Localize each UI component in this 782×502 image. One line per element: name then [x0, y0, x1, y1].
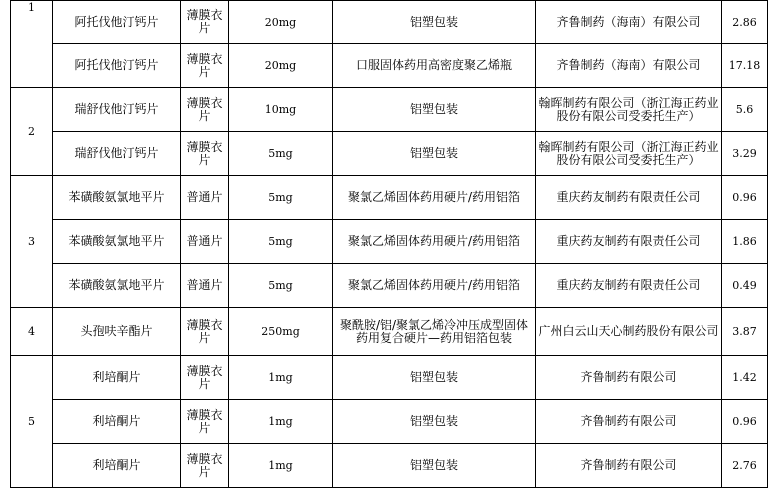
dosage-form-cell: 普通片 — [181, 220, 229, 264]
drug-price-table — [10, 0, 768, 488]
manufacturer-cell: 齐鲁制药（海南）有限公司 — [536, 1, 722, 44]
drug-name-cell: 利培酮片 — [53, 356, 181, 400]
group-number-cell: 1 — [11, 1, 53, 88]
packaging-cell: 铝塑包装 — [333, 1, 536, 44]
specification-cell: 20mg — [229, 1, 333, 44]
drug-name-cell: 苯磺酸氨氯地平片 — [53, 176, 181, 220]
specification-cell: 5mg — [229, 220, 333, 264]
table-row — [11, 132, 768, 176]
packaging-cell: 铝塑包装 — [333, 444, 536, 488]
dosage-form-cell: 薄膜衣片 — [181, 400, 229, 444]
manufacturer-cell: 重庆药友制药有限责任公司 — [536, 176, 722, 220]
specification-cell: 1mg — [229, 400, 333, 444]
table-body — [11, 1, 768, 488]
drug-name-cell: 瑞舒伐他汀钙片 — [53, 132, 181, 176]
manufacturer-cell: 重庆药友制药有限责任公司 — [536, 264, 722, 308]
table-row — [11, 356, 768, 400]
dosage-form-cell: 薄膜衣片 — [181, 444, 229, 488]
manufacturer-cell: 广州白云山天心制药股份有限公司 — [536, 308, 722, 356]
drug-name-cell: 利培酮片 — [53, 444, 181, 488]
table-row — [11, 400, 768, 444]
price-cell: 0.96 — [722, 400, 768, 444]
price-cell: 0.49 — [722, 264, 768, 308]
packaging-cell: 铝塑包装 — [333, 88, 536, 132]
price-cell: 2.86 — [722, 1, 768, 44]
packaging-cell: 聚氯乙烯固体药用硬片/药用铝箔 — [333, 264, 536, 308]
price-cell: 2.76 — [722, 444, 768, 488]
packaging-cell: 聚氯乙烯固体药用硬片/药用铝箔 — [333, 220, 536, 264]
price-cell: 3.87 — [722, 308, 768, 356]
packaging-cell: 铝塑包装 — [333, 356, 536, 400]
table-row — [11, 88, 768, 132]
price-cell: 17.18 — [722, 44, 768, 88]
specification-cell: 10mg — [229, 88, 333, 132]
drug-name-cell: 苯磺酸氨氯地平片 — [53, 220, 181, 264]
dosage-form-cell: 薄膜衣片 — [181, 88, 229, 132]
manufacturer-cell: 齐鲁制药有限公司 — [536, 444, 722, 488]
price-cell: 0.96 — [722, 176, 768, 220]
dosage-form-cell: 普通片 — [181, 264, 229, 308]
table-row — [11, 176, 768, 220]
group-number-cell: 4 — [11, 308, 53, 356]
packaging-cell: 口服固体药用高密度聚乙烯瓶 — [333, 44, 536, 88]
drug-name-cell: 瑞舒伐他汀钙片 — [53, 88, 181, 132]
specification-cell: 1mg — [229, 444, 333, 488]
table-row — [11, 220, 768, 264]
dosage-form-cell: 薄膜衣片 — [181, 1, 229, 44]
manufacturer-cell: 齐鲁制药（海南）有限公司 — [536, 44, 722, 88]
price-cell: 3.29 — [722, 132, 768, 176]
price-cell: 1.86 — [722, 220, 768, 264]
drug-name-cell: 阿托伐他汀钙片 — [53, 1, 181, 44]
price-cell: 5.6 — [722, 88, 768, 132]
packaging-cell: 聚酰胺/铝/聚氯乙烯冷冲压成型固体药用复合硬片—药用铝箔包装 — [333, 308, 536, 356]
dosage-form-cell: 普通片 — [181, 176, 229, 220]
drug-name-cell: 头孢呋辛酯片 — [53, 308, 181, 356]
group-number-cell: 5 — [11, 356, 53, 488]
specification-cell: 1mg — [229, 356, 333, 400]
drug-name-cell: 阿托伐他汀钙片 — [53, 44, 181, 88]
drug-name-cell: 利培酮片 — [53, 400, 181, 444]
table-row — [11, 308, 768, 356]
manufacturer-cell: 齐鲁制药有限公司 — [536, 356, 722, 400]
specification-cell: 20mg — [229, 44, 333, 88]
specification-cell: 5mg — [229, 132, 333, 176]
manufacturer-cell: 重庆药友制药有限责任公司 — [536, 220, 722, 264]
specification-cell: 5mg — [229, 264, 333, 308]
packaging-cell: 铝塑包装 — [333, 400, 536, 444]
dosage-form-cell: 薄膜衣片 — [181, 132, 229, 176]
dosage-form-cell: 薄膜衣片 — [181, 44, 229, 88]
table-row — [11, 444, 768, 488]
group-number-cell: 3 — [11, 176, 53, 308]
manufacturer-cell: 齐鲁制药有限公司 — [536, 400, 722, 444]
table-row — [11, 264, 768, 308]
manufacturer-cell: 翰晖制药有限公司（浙江海正药业股份有限公司受委托生产） — [536, 132, 722, 176]
group-number-cell: 2 — [11, 88, 53, 176]
dosage-form-cell: 薄膜衣片 — [181, 356, 229, 400]
dosage-form-cell: 薄膜衣片 — [181, 308, 229, 356]
packaging-cell: 聚氯乙烯固体药用硬片/药用铝箔 — [333, 176, 536, 220]
packaging-cell: 铝塑包装 — [333, 132, 536, 176]
table-row — [11, 44, 768, 88]
specification-cell: 5mg — [229, 176, 333, 220]
price-cell: 1.42 — [722, 356, 768, 400]
manufacturer-cell: 翰晖制药有限公司（浙江海正药业股份有限公司受委托生产） — [536, 88, 722, 132]
drug-name-cell: 苯磺酸氨氯地平片 — [53, 264, 181, 308]
table-row — [11, 1, 768, 44]
specification-cell: 250mg — [229, 308, 333, 356]
